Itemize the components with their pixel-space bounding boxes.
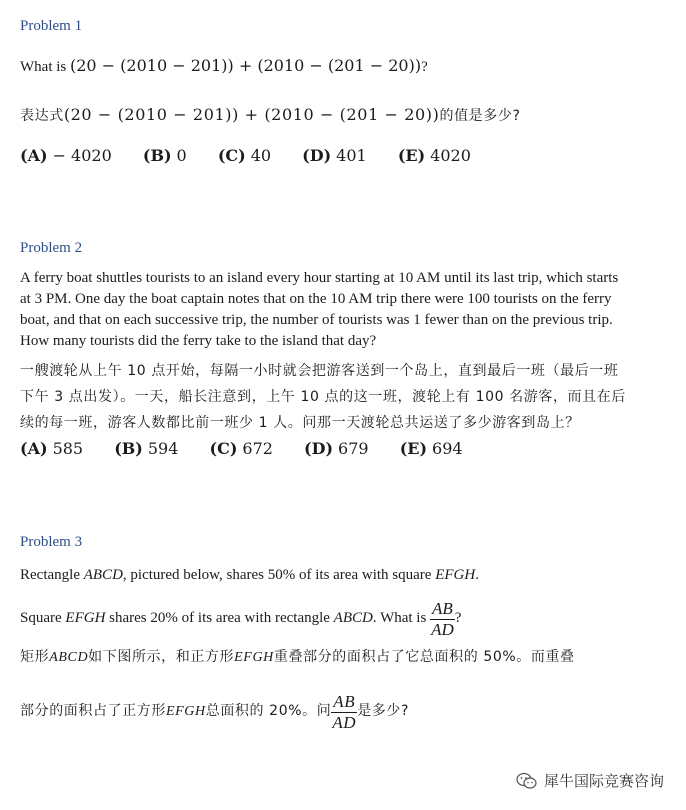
problem-3-line-1-cn <box>20 644 575 671</box>
text-run: 如下图所示，和正方形 <box>88 649 235 665</box>
choice-value: − 4020 <box>52 146 112 165</box>
text-run: , pictured below, shares <box>122 567 268 583</box>
text-run: of its area with rectangle <box>177 610 334 626</box>
question-prefix: What is <box>20 59 70 75</box>
text-run: 是多少? <box>357 703 410 719</box>
choice-value: 4020 <box>430 146 471 165</box>
choice-b[interactable] <box>114 439 178 458</box>
text-line: boat, and that on each successive trip, the number of tourists was 1 fewer than on the previous trip. <box>20 312 613 328</box>
math-expression: (20 − (2010 − 201)) + (2010 − (201 − 20)) <box>70 56 422 75</box>
choice-label: (D) <box>304 439 334 458</box>
text-run: of its area with square <box>295 567 436 583</box>
choice-e[interactable] <box>398 146 471 165</box>
rectangle-name: ABCD <box>83 567 123 583</box>
problem-2-heading: Problem 2 <box>20 240 83 256</box>
text-run: . What is <box>372 610 431 626</box>
choice-d[interactable] <box>302 146 367 165</box>
choice-label: (C) <box>217 146 246 165</box>
percent-50: 50% <box>267 567 296 583</box>
rectangle-name: ABCD <box>333 610 373 626</box>
text-run: Square <box>20 610 66 626</box>
problem-3-line-1-en <box>20 565 479 586</box>
problem-1-choices <box>20 146 497 165</box>
text-line-cn: 续的每一班，游客人数都比前一班少 1 人。问那一天渡轮总共运送了多少游客到岛上？ <box>20 415 580 431</box>
choice-value: 585 <box>52 439 84 458</box>
choice-b[interactable] <box>143 146 187 165</box>
watermark-text: 犀牛国际竞赛咨询 <box>543 772 664 790</box>
text-run: ? <box>454 610 462 626</box>
choice-value: 40 <box>250 146 272 165</box>
choice-label: (B) <box>114 439 143 458</box>
fraction-ab-over-ad <box>430 600 455 639</box>
fraction-numerator: AB <box>333 692 356 711</box>
choice-label: (E) <box>397 146 426 165</box>
text-run: 矩形 <box>20 649 50 665</box>
choice-value: 401 <box>336 146 367 165</box>
question-mark: ? <box>421 59 428 75</box>
choice-a[interactable] <box>20 439 83 458</box>
problem-3-line-2-en <box>20 600 461 639</box>
choice-label: (A) <box>20 439 48 458</box>
text-run: . <box>475 567 479 583</box>
text-run: Rectangle <box>20 567 84 583</box>
choice-label: (C) <box>209 439 238 458</box>
wechat-icon <box>516 772 538 790</box>
text-line: at 3 PM. One day the boat captain notes that on the 10 AM trip there were 100 tourists on the ferry <box>20 291 612 307</box>
text-run: 重叠部分的面积占了它总面积的 50%。而重叠 <box>273 649 575 665</box>
choice-c[interactable] <box>218 146 271 165</box>
problem-2-choices <box>20 439 489 458</box>
square-name: EFGH <box>435 567 476 583</box>
question-cn-prefix: 表达式 <box>20 108 64 124</box>
choice-value: 672 <box>242 439 273 458</box>
problem-3-line-2-cn <box>20 693 409 732</box>
problem-1-question-cn <box>20 102 521 129</box>
problem-2-question-en <box>20 268 618 352</box>
problem-3-heading: Problem 3 <box>20 534 83 550</box>
problem-1-heading: Problem 1 <box>20 18 83 34</box>
fraction-numerator: AB <box>432 599 453 618</box>
choice-value: 594 <box>147 439 179 458</box>
fraction-denominator: AD <box>431 620 454 639</box>
choice-label: (D) <box>302 146 332 165</box>
square-name: EFGH <box>166 704 206 719</box>
percent-20: 20% <box>150 610 178 626</box>
text-run: shares <box>105 610 151 626</box>
math-expression-cn: (20 − (2010 − 201)) + (2010 − (201 − 20)) <box>63 105 440 124</box>
choice-c[interactable] <box>210 439 273 458</box>
text-line: A ferry boat shuttles tourists to an island every hour starting at 10 AM until its last trip, which starts <box>20 270 619 286</box>
fraction-ab-over-ad <box>331 693 357 732</box>
question-cn-suffix: 的值是多少? <box>439 108 521 124</box>
text-line-cn: 下午 3 点出发）。一天，船长注意到，上午 10 点的这一班，渡轮上有 100 名游客，而且在后 <box>20 389 626 405</box>
square-name: EFGH <box>65 610 106 626</box>
problem-2-question-cn <box>20 358 626 436</box>
choice-a[interactable] <box>20 146 112 165</box>
watermark <box>516 770 664 791</box>
text-line-cn: 一艘渡轮从上午 10 点开始，每隔一小时就会把游客送到一个岛上，直到最后一班（最后一班 <box>20 363 619 379</box>
choice-d[interactable] <box>304 439 369 458</box>
text-run: 部分的面积占了正方形 <box>20 703 166 719</box>
choice-e[interactable] <box>400 439 463 458</box>
fraction-denominator: AD <box>332 713 357 732</box>
choice-value: 0 <box>176 146 187 165</box>
choice-value: 679 <box>338 439 369 458</box>
choice-label: (B) <box>142 146 172 165</box>
square-name: EFGH <box>234 650 274 665</box>
rectangle-name: ABCD <box>49 650 89 665</box>
problem-1-question-en <box>20 55 428 78</box>
choice-label: (E) <box>399 439 428 458</box>
choice-label: (A) <box>20 146 48 165</box>
text-run: 总面积的 20%。问 <box>205 703 332 719</box>
text-line: How many tourists did the ferry take to the island that day? <box>20 333 377 349</box>
choice-value: 694 <box>432 439 463 458</box>
